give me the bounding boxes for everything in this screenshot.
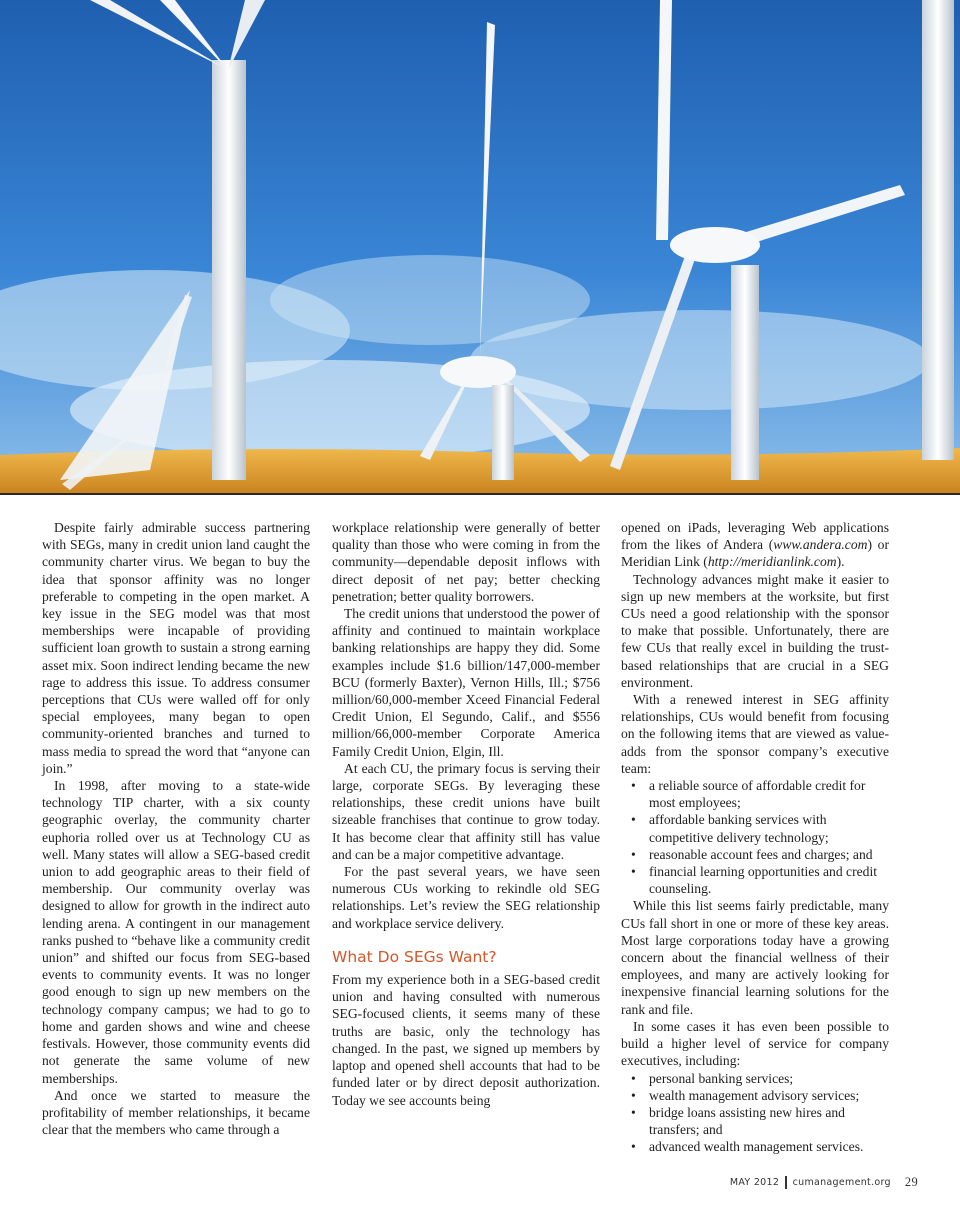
body-paragraph: From my experience both in a SEG-based credit union and having consulted with numerous SEG-focused clients, it seems many of these truths are basic, only the technology has changed. In the past, we signed up members by laptop and opened shell accounts that had to be funded later or by direct deposit authorization. Today we see accounts being (332, 972, 600, 1108)
wind-turbine-illustration (0, 0, 960, 495)
list-item: • wealth management advisory services; (649, 1087, 889, 1104)
page-footer (730, 1175, 918, 1190)
wind-turbine-photo (0, 0, 960, 495)
body-paragraph: The credit unions that understood the power of affinity and continued to maintain workplace banking relationships are happy they did. Some examples include $1.6 billion/147,000-member BCU (formerly Baxter), Vernon Hills, Ill.; $756 million/60,000-member Xceed Financial Federal Credit Union, El Segundo, Calif., and $556 million/66,000-member Corporate America Family Credit Union, Elgin, Ill. (332, 606, 600, 759)
website: cumanagement.org (792, 1177, 891, 1188)
body-paragraph: For the past several years, we have seen numerous CUs working to rekindle old SEG relationships. Let’s review the SEG relationship and workplace service delivery. (332, 864, 600, 931)
article-column-2 (332, 519, 600, 1109)
text-run: opened on iPads, leveraging Web applications from the likes of Andera ( (621, 520, 889, 553)
text-run: ). (836, 554, 845, 570)
section-subheading: What Do SEGs Want? (332, 947, 497, 966)
meridianlink-link[interactable]: http://meridianlink.com (707, 554, 837, 570)
value-adds-list (621, 777, 889, 897)
page-number: 29 (904, 1175, 918, 1189)
article-column-3 (621, 519, 889, 1156)
body-paragraph: While this list seems fairly predictable, many CUs fall short in one or more of these key areas. Most large corporations today have a growing concern about the financial wellness of their employees, and many are actively looking for inexpensive financial learning solutions for the rank and file. (621, 898, 889, 1017)
body-paragraph (621, 519, 889, 571)
body-paragraph: In 1998, after moving to a state-wide technology TIP charter, with a six county geographic overlay, the community charter euphoria rolled over us at Technology CU as well. Many states will allow a SEG-based credit union to add geographic areas to their field of membership. Our community overlay was designed to allow for growth in the indirect auto lending arena. A contingent in our management ranks pushed to “behave like a community credit union” and shifted our focus from SEG-based events to community events. It was no longer good enough to sign up new members on the technology company campus; we had to go to home and garden shows and wine and cheese festivals. However, those community events did not generate the same volume of new memberships. (42, 778, 310, 1086)
body-paragraph: At each CU, the primary focus is serving their large, corporate SEGs. By leveraging these relationships, these credit unions have built sizeable franchises that continue to grow today. It has become clear that affinity still has value and can be a major competitive advantage. (332, 760, 600, 862)
body-paragraph: And once we started to measure the profitability of member relationships, it became clear that the members who came through a (42, 1087, 310, 1138)
list-item: • advanced wealth management services. (649, 1138, 889, 1155)
body-paragraph: workplace relationship were generally of better quality than those who were coming in from the community—dependable deposit inflows with direct deposit of net pay; better checking penetration; better quality borrowers. (332, 520, 600, 604)
body-paragraph: Despite fairly admirable success partnering with SEGs, many in credit union land caught the community charter virus. We began to buy the idea that sponsor affinity was no longer preferable to competing in the open market. A key issue in the SEG model was that most memberships were incapable of providing sufficient loan growth to sustain a strong earning asset mix. Soon indirect lending became the new rage to address this issue. To address consumer perceptions that CUs were walled off for only special employees, many began to open community-oriented branches and turned to mass media to spread the word that “anyone can join.” (42, 520, 310, 776)
footer-divider (785, 1176, 786, 1189)
body-paragraph: With a renewed interest in SEG affinity relationships, CUs would benefit from focusing on the following items that are viewed as value-adds from the sponsor company’s executive team: (621, 692, 889, 776)
list-item: • reasonable account fees and charges; and (649, 846, 889, 863)
list-item: • a reliable source of affordable credit for most employees; (649, 777, 889, 811)
list-item: • financial learning opportunities and credit counseling. (649, 863, 889, 897)
issue-date: MAY 2012 (729, 1177, 780, 1188)
executive-services-list (621, 1070, 889, 1156)
article-column-1 (42, 519, 310, 1138)
andera-link[interactable]: www.andera.com (773, 537, 868, 553)
list-item: • bridge loans assisting new hires and transfers; and (649, 1104, 889, 1138)
list-item: • personal banking services; (649, 1070, 889, 1087)
text-run: ) or Meridian Link ( (621, 537, 889, 570)
body-paragraph: In some cases it has even been possible to build a higher level of service for company executives, including: (621, 1018, 889, 1069)
body-paragraph: Technology advances might make it easier to sign up new members at the worksite, but first CUs need a good relationship with the sponsor to make that possible. Unfortunately, there are few CUs that really excel in building the trust-based relationships that are crucial in a SEG environment. (621, 571, 889, 690)
list-item: • affordable banking services with competitive delivery technology; (649, 811, 889, 845)
